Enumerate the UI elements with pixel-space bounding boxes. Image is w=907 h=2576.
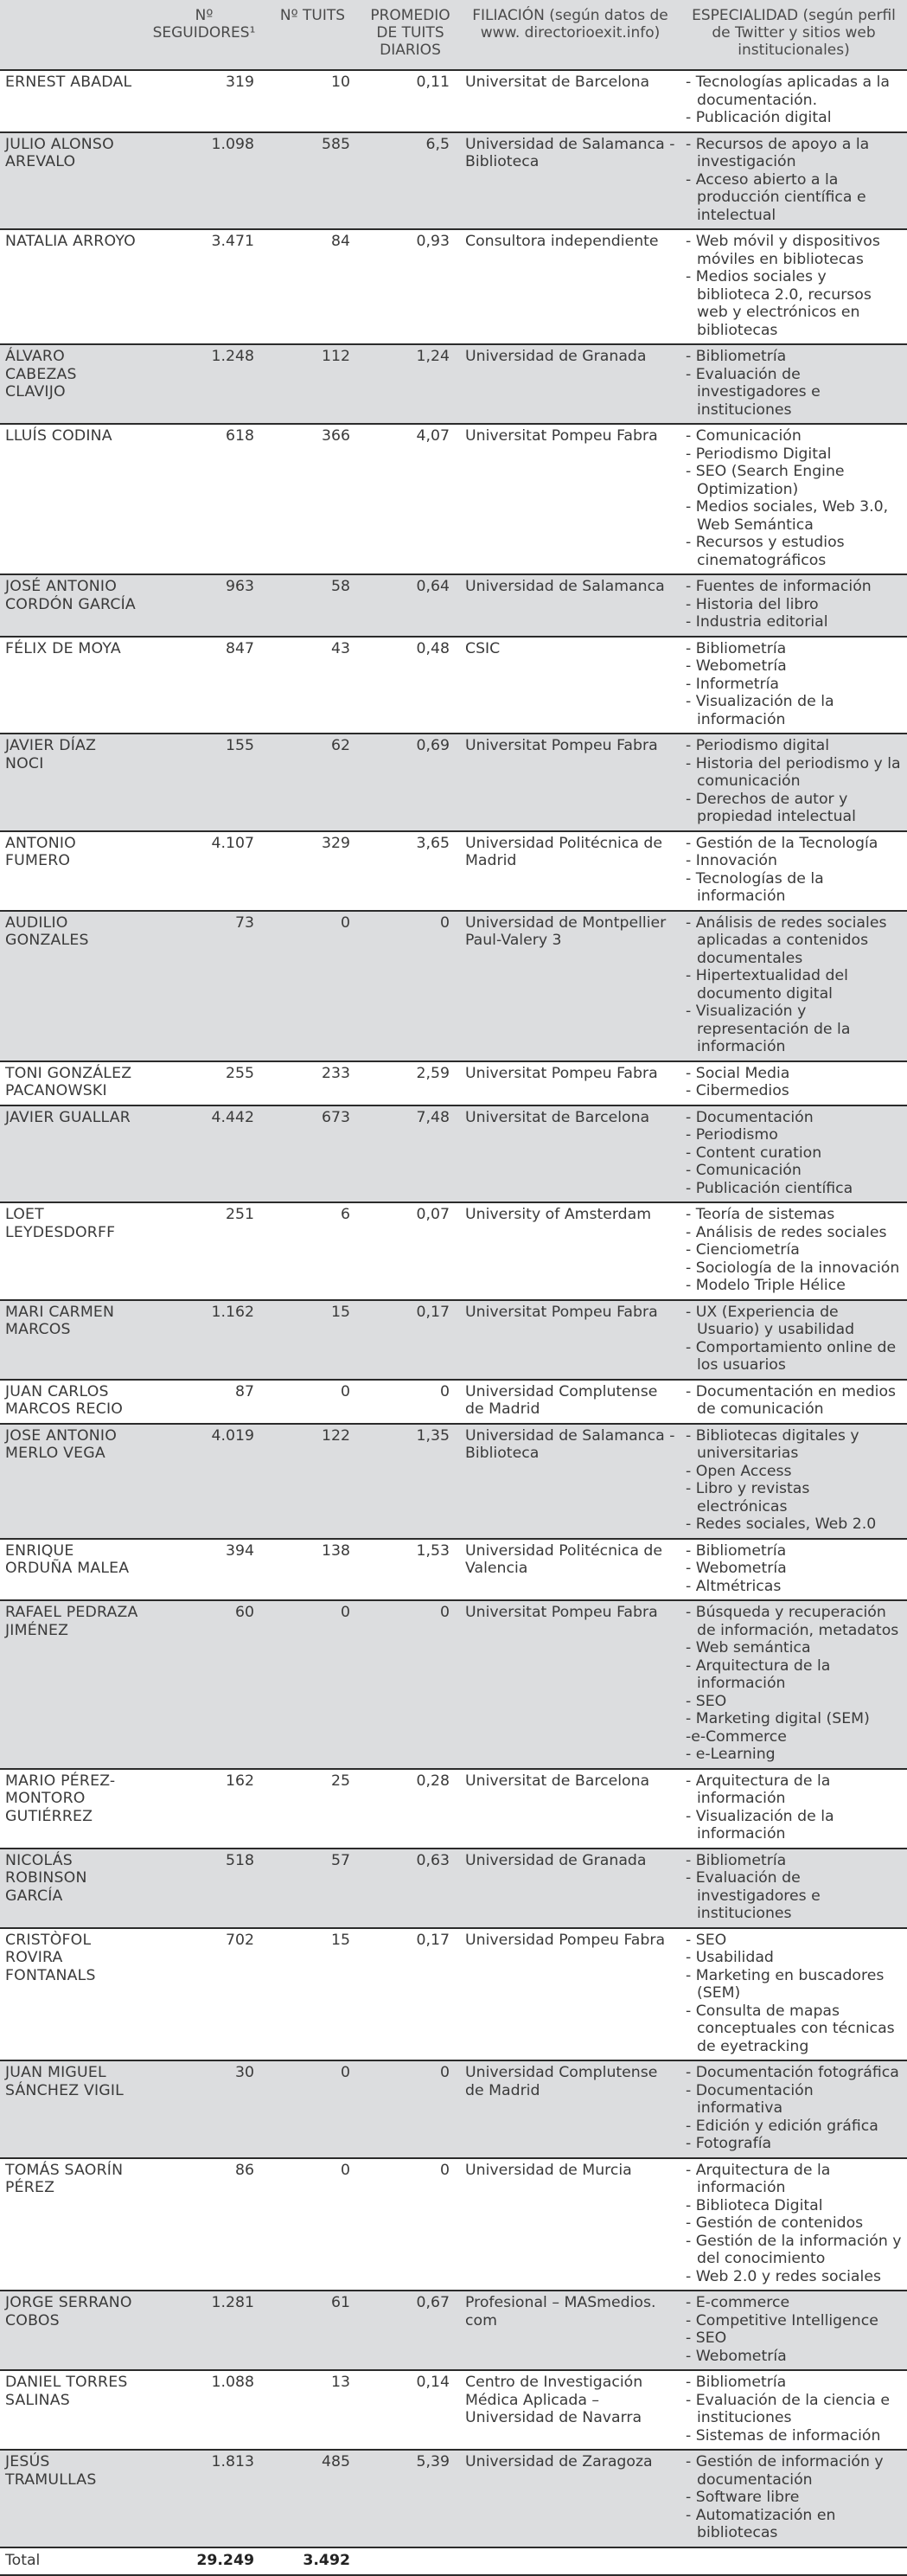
cell-especialidad bbox=[680, 2450, 907, 2547]
cell-promedio: 0 bbox=[361, 2060, 460, 2158]
cell-seguidores: 86 bbox=[144, 2158, 265, 2291]
cell-filiacion: CSIC bbox=[460, 637, 680, 734]
total-seguidores: 29.249 bbox=[144, 2547, 265, 2576]
especialidad-item: - Arquitectura de la información bbox=[686, 1656, 831, 1692]
cell-promedio: 0,07 bbox=[361, 1202, 460, 1300]
cell-promedio: 0,28 bbox=[361, 1769, 460, 1849]
cell-name: TONI GONZÁLEZ PACANOWSKI bbox=[0, 1061, 144, 1105]
cell-promedio: 7,48 bbox=[361, 1105, 460, 1203]
cell-filiacion: Profesional – MASmedios. com bbox=[460, 2291, 680, 2370]
cell-seguidores: 255 bbox=[144, 1061, 265, 1105]
cell-promedio: 0,63 bbox=[361, 1849, 460, 1928]
cell-especialidad bbox=[680, 1928, 907, 2061]
cell-especialidad bbox=[680, 734, 907, 831]
cell-promedio: 0,17 bbox=[361, 1300, 460, 1380]
especialidad-item: - Competitive Intelligence bbox=[686, 2311, 878, 2329]
cell-name: JAVIER DÍAZ NOCI bbox=[0, 734, 144, 831]
table-body bbox=[0, 70, 907, 2547]
especialidad-item: - Periodismo bbox=[686, 1126, 778, 1144]
especialidad-item: - Marketing en buscadores (SEM) bbox=[686, 1966, 885, 2002]
table-row bbox=[0, 1061, 907, 1105]
cell-tuits: 0 bbox=[265, 2158, 361, 2291]
cell-filiacion: Universidad Pompeu Fabra bbox=[460, 1928, 680, 2061]
cell-especialidad bbox=[680, 70, 907, 132]
especialidad-item: -e-Commerce bbox=[686, 1727, 787, 1746]
cell-seguidores: 847 bbox=[144, 637, 265, 734]
especialidad-item: - Visualización de la información bbox=[686, 693, 834, 728]
header-tuits: Nº TUITS bbox=[265, 0, 361, 70]
cell-seguidores: 1.162 bbox=[144, 1300, 265, 1380]
header-row bbox=[0, 0, 907, 70]
especialidad-item: - Cienciometría bbox=[686, 1241, 800, 1259]
especialidad-item: - Evaluación de investigadores e instituciones bbox=[686, 365, 821, 419]
cell-especialidad bbox=[680, 2291, 907, 2370]
especialidad-item: - Bibliotecas digitales y universitarias bbox=[686, 1426, 859, 1462]
table-row bbox=[0, 2060, 907, 2158]
cell-seguidores: 87 bbox=[144, 1380, 265, 1424]
especialidad-item: - Análisis de redes sociales aplicadas a contenidos documentales bbox=[686, 913, 887, 967]
especialidad-item: - e-Learning bbox=[686, 1746, 776, 1763]
especialidad-item: - SEO bbox=[686, 1692, 727, 1710]
cell-filiacion: Universidad de Granada bbox=[460, 1849, 680, 1928]
cell-name: RAFAEL PEDRAZA JIMÉNEZ bbox=[0, 1600, 144, 1769]
cell-filiacion: Universitat Pompeu Fabra bbox=[460, 1600, 680, 1769]
cell-seguidores: 702 bbox=[144, 1928, 265, 2061]
cell-name: JORGE SERRANO COBOS bbox=[0, 2291, 144, 2370]
header-promedio: PROMEDIO DE TUITS DIARIOS bbox=[361, 0, 460, 70]
cell-filiacion: Centro de Investigación Médica Aplicada – Universidad de Navarra bbox=[460, 2370, 680, 2450]
cell-especialidad bbox=[680, 344, 907, 424]
cell-filiacion: Universitat Pompeu Fabra bbox=[460, 1061, 680, 1105]
especialidad-item: - Software libre bbox=[686, 2489, 800, 2506]
cell-name: JOSÉ ANTONIO CORDÓN GARCÍA bbox=[0, 574, 144, 637]
especialidad-item: - Informetría bbox=[686, 675, 779, 693]
cell-promedio: 1,24 bbox=[361, 344, 460, 424]
especialidad-item: - Gestión de contenidos bbox=[686, 2214, 864, 2232]
especialidad-item: - Gestión de la Tecnología bbox=[686, 834, 878, 852]
cell-tuits: 0 bbox=[265, 911, 361, 1061]
cell-tuits: 122 bbox=[265, 1424, 361, 1539]
table-row bbox=[0, 911, 907, 1061]
cell-seguidores: 155 bbox=[144, 734, 265, 831]
cell-promedio: 0,48 bbox=[361, 637, 460, 734]
cell-filiacion: Universitat Pompeu Fabra bbox=[460, 1300, 680, 1380]
cell-especialidad bbox=[680, 1600, 907, 1769]
especialidad-item: - UX (Experiencia de Usuario) y usabilidad bbox=[686, 1303, 855, 1338]
cell-filiacion: Universidad de Salamanca bbox=[460, 574, 680, 637]
cell-promedio: 5,39 bbox=[361, 2450, 460, 2547]
table-row bbox=[0, 1849, 907, 1928]
especialidad-item: - E-commerce bbox=[686, 2294, 790, 2311]
table-row bbox=[0, 2158, 907, 2291]
especialidad-item: - Web semántica bbox=[686, 1639, 811, 1656]
cell-seguidores: 4.442 bbox=[144, 1105, 265, 1203]
table-row bbox=[0, 1928, 907, 2061]
cell-filiacion: Universidad Politécnica de Madrid bbox=[460, 831, 680, 911]
cell-seguidores: 394 bbox=[144, 1539, 265, 1601]
cell-name: CRISTÒFOL ROVIRA FONTANALS bbox=[0, 1928, 144, 2061]
cell-name: MARI CARMEN MARCOS bbox=[0, 1300, 144, 1380]
cell-tuits: 485 bbox=[265, 2450, 361, 2547]
cell-especialidad bbox=[680, 1061, 907, 1105]
cell-especialidad bbox=[680, 1849, 907, 1928]
table-row bbox=[0, 1424, 907, 1539]
cell-seguidores: 1.098 bbox=[144, 132, 265, 230]
especialidad-item: - Teoría de sistemas bbox=[686, 1206, 835, 1223]
header-filiacion: FILIACIÓN (según datos de www. directorioexit.info) bbox=[460, 0, 680, 70]
cell-name: ANTONIO FUMERO bbox=[0, 831, 144, 911]
cell-especialidad bbox=[680, 911, 907, 1061]
especialidad-item: - Arquitectura de la información bbox=[686, 2161, 831, 2196]
total-empty-especialidad bbox=[680, 2547, 907, 2576]
cell-tuits: 138 bbox=[265, 1539, 361, 1601]
cell-filiacion: Universidad Politécnica de Valencia bbox=[460, 1539, 680, 1601]
cell-name: LLUÍS CODINA bbox=[0, 424, 144, 574]
cell-name: NATALIA ARROYO bbox=[0, 229, 144, 344]
cell-seguidores: 1.281 bbox=[144, 2291, 265, 2370]
especialidad-item: - Comunicación bbox=[686, 1162, 802, 1179]
cell-especialidad bbox=[680, 1105, 907, 1203]
cell-promedio: 2,59 bbox=[361, 1061, 460, 1105]
cell-especialidad bbox=[680, 2060, 907, 2158]
cell-filiacion: Universitat de Barcelona bbox=[460, 1105, 680, 1203]
cell-name: AUDILIO GONZALES bbox=[0, 911, 144, 1061]
especialidad-item: - Recursos y estudios cinematográficos bbox=[686, 534, 845, 569]
cell-tuits: 233 bbox=[265, 1061, 361, 1105]
especialidad-item: - Historia del libro bbox=[686, 595, 819, 613]
especialidad-item: - Arquitectura de la información bbox=[686, 1772, 831, 1807]
cell-tuits: 15 bbox=[265, 1300, 361, 1380]
table-row bbox=[0, 1300, 907, 1380]
cell-filiacion: Universitat Pompeu Fabra bbox=[460, 734, 680, 831]
especialidad-item: - Open Access bbox=[686, 1462, 792, 1480]
especialidad-item: - Comportamiento online de los usuarios bbox=[686, 1338, 897, 1374]
especialidad-item: - Cibermedios bbox=[686, 1082, 789, 1099]
cell-promedio: 0,17 bbox=[361, 1928, 460, 2061]
cell-filiacion: Universidad de Montpellier Paul-Valery 3 bbox=[460, 911, 680, 1061]
especialidad-item: - Hipertextualidad del documento digital bbox=[686, 967, 848, 1003]
cell-promedio: 0,67 bbox=[361, 2291, 460, 2370]
table-row bbox=[0, 229, 907, 344]
cell-promedio: 0,93 bbox=[361, 229, 460, 344]
cell-tuits: 366 bbox=[265, 424, 361, 574]
cell-promedio: 0,64 bbox=[361, 574, 460, 637]
especialidad-item: - Bibliometría bbox=[686, 348, 787, 365]
especialidad-item: - Altmétricas bbox=[686, 1577, 782, 1595]
cell-filiacion: Universidad de Granada bbox=[460, 344, 680, 424]
cell-tuits: 0 bbox=[265, 2060, 361, 2158]
cell-seguidores: 518 bbox=[144, 1849, 265, 1928]
cell-name: LOET LEYDESDORFF bbox=[0, 1202, 144, 1300]
cell-filiacion: Universidad de Salamanca - Biblioteca bbox=[460, 132, 680, 230]
especialidad-item: - Acceso abierto a la producción científica e intelectual bbox=[686, 170, 866, 224]
cell-seguidores: 4.019 bbox=[144, 1424, 265, 1539]
especialidad-item: - Medios sociales, Web 3.0, Web Semántica bbox=[686, 498, 889, 534]
cell-especialidad bbox=[680, 132, 907, 230]
cell-tuits: 112 bbox=[265, 344, 361, 424]
cell-filiacion: University of Amsterdam bbox=[460, 1202, 680, 1300]
cell-especialidad bbox=[680, 831, 907, 911]
cell-especialidad bbox=[680, 1769, 907, 1849]
especialidad-item: - Medios sociales y biblioteca 2.0, recursos web y electrónicos en bibliotecas bbox=[686, 268, 872, 339]
cell-filiacion: Universidad de Zaragoza bbox=[460, 2450, 680, 2547]
cell-promedio: 1,53 bbox=[361, 1539, 460, 1601]
cell-promedio: 3,65 bbox=[361, 831, 460, 911]
header-seguidores: Nº SEGUIDORES¹ bbox=[144, 0, 265, 70]
especialidad-item: - Documentación en medios de comunicación bbox=[686, 1382, 897, 1418]
cell-name: JAVIER GUALLAR bbox=[0, 1105, 144, 1203]
cell-name: ENRIQUE ORDUÑA MALEA bbox=[0, 1539, 144, 1601]
table-row bbox=[0, 2450, 907, 2547]
header-especialidad: ESPECIALIDAD (según perfil de Twitter y sitios web institucionales) bbox=[680, 0, 907, 70]
cell-especialidad bbox=[680, 637, 907, 734]
cell-especialidad bbox=[680, 1539, 907, 1601]
especialidad-item: - Publicación digital bbox=[686, 109, 832, 126]
especialidad-item: - Webometría bbox=[686, 2347, 787, 2365]
especialidad-item: - Industria editorial bbox=[686, 613, 828, 631]
especialidad-item: - Social Media bbox=[686, 1064, 790, 1082]
especialidad-item: - Sistemas de información bbox=[686, 2426, 881, 2445]
cell-tuits: 43 bbox=[265, 637, 361, 734]
cell-seguidores: 251 bbox=[144, 1202, 265, 1300]
cell-name: ERNEST ABADAL bbox=[0, 70, 144, 132]
especialidad-item: - Automatización en bibliotecas bbox=[686, 2506, 836, 2541]
especialidad-item: - SEO bbox=[686, 2329, 727, 2347]
especialidad-item: - Content curation bbox=[686, 1144, 822, 1162]
especialidad-item: - Modelo Triple Hélice bbox=[686, 1277, 846, 1294]
cell-promedio: 0,11 bbox=[361, 70, 460, 132]
especialidad-item: - Evaluación de la ciencia e instituciones bbox=[686, 2391, 891, 2426]
table-row bbox=[0, 1380, 907, 1424]
cell-tuits: 0 bbox=[265, 1380, 361, 1424]
especialidad-item: - Sociología de la innovación bbox=[686, 1259, 900, 1277]
especialidad-item: - Fuentes de información bbox=[686, 578, 872, 595]
especialidad-item: - Publicación científica bbox=[686, 1179, 853, 1197]
total-tuits: 3.492 bbox=[265, 2547, 361, 2576]
total-empty-promedio bbox=[361, 2547, 460, 2576]
cell-seguidores: 1.248 bbox=[144, 344, 265, 424]
cell-tuits: 61 bbox=[265, 2291, 361, 2370]
total-row bbox=[0, 2547, 907, 2576]
cell-seguidores: 963 bbox=[144, 574, 265, 637]
cell-tuits: 329 bbox=[265, 831, 361, 911]
especialidad-item: - Visualización y representación de la información bbox=[686, 1003, 851, 1055]
cell-especialidad bbox=[680, 574, 907, 637]
table-row bbox=[0, 344, 907, 424]
cell-name: TOMÁS SAORÍN PÉREZ bbox=[0, 2158, 144, 2291]
cell-tuits: 673 bbox=[265, 1105, 361, 1203]
especialidad-item: - Búsqueda y recuperación de información, metadatos bbox=[686, 1604, 899, 1639]
especialidad-item: - Visualización de la información bbox=[686, 1807, 834, 1842]
cell-name: JUAN MIGUEL SÁNCHEZ VIGIL bbox=[0, 2060, 144, 2158]
cell-tuits: 62 bbox=[265, 734, 361, 831]
especialidad-item: - SEO (Search Engine Optimization) bbox=[686, 463, 845, 498]
cell-promedio: 0 bbox=[361, 1380, 460, 1424]
cell-promedio: 0 bbox=[361, 2158, 460, 2291]
table-row bbox=[0, 1202, 907, 1300]
cell-promedio: 4,07 bbox=[361, 424, 460, 574]
especialidad-item: - Consulta de mapas conceptuales con técnicas de eyetracking bbox=[686, 2002, 895, 2055]
cell-tuits: 58 bbox=[265, 574, 361, 637]
table-row bbox=[0, 1600, 907, 1769]
especialidad-item: - Tecnologías aplicadas a la documentación. bbox=[686, 74, 891, 109]
cell-name: MARIO PÉREZ-MONTORO GUTIÉRREZ bbox=[0, 1769, 144, 1849]
cell-promedio: 0,69 bbox=[361, 734, 460, 831]
cell-tuits: 13 bbox=[265, 2370, 361, 2450]
total-label: Total bbox=[0, 2547, 144, 2576]
cell-seguidores: 1.088 bbox=[144, 2370, 265, 2450]
table-row bbox=[0, 1539, 907, 1601]
cell-filiacion: Universidad de Murcia bbox=[460, 2158, 680, 2291]
especialidad-item: - Evaluación de investigadores e instituciones bbox=[686, 1869, 821, 1922]
especialidad-item: - Recursos de apoyo a la investigación bbox=[686, 135, 870, 170]
cell-name: NICOLÁS ROBINSON GARCÍA bbox=[0, 1849, 144, 1928]
cell-filiacion: Universidad de Salamanca - Biblioteca bbox=[460, 1424, 680, 1539]
cell-especialidad bbox=[680, 1380, 907, 1424]
table-row bbox=[0, 1105, 907, 1203]
especialidad-item: - Análisis de redes sociales bbox=[686, 1223, 887, 1241]
especialidad-item: - Web móvil y dispositivos móviles en bibliotecas bbox=[686, 233, 880, 268]
especialidad-item: - Webometría bbox=[686, 1560, 787, 1577]
cell-especialidad bbox=[680, 424, 907, 574]
table-row bbox=[0, 1769, 907, 1849]
especialidad-item: - Webometría bbox=[686, 657, 787, 675]
cell-seguidores: 3.471 bbox=[144, 229, 265, 344]
cell-seguidores: 60 bbox=[144, 1600, 265, 1769]
cell-name: JUAN CARLOS MARCOS RECIO bbox=[0, 1380, 144, 1424]
cell-especialidad bbox=[680, 1202, 907, 1300]
cell-promedio: 0,14 bbox=[361, 2370, 460, 2450]
cell-name: JOSE ANTONIO MERLO VEGA bbox=[0, 1424, 144, 1539]
cell-tuits: 0 bbox=[265, 1600, 361, 1769]
cell-promedio: 0 bbox=[361, 1600, 460, 1769]
cell-filiacion: Universidad Complutense de Madrid bbox=[460, 2060, 680, 2158]
total-empty-filiacion bbox=[460, 2547, 680, 2576]
especialidad-item: - Bibliometría bbox=[686, 639, 787, 657]
cell-seguidores: 30 bbox=[144, 2060, 265, 2158]
especialidad-item: - Biblioteca Digital bbox=[686, 2196, 823, 2214]
table-row bbox=[0, 574, 907, 637]
header-name bbox=[0, 0, 144, 70]
cell-filiacion: Universidad Complutense de Madrid bbox=[460, 1380, 680, 1424]
especialidad-item: - Redes sociales, Web 2.0 bbox=[686, 1515, 877, 1533]
cell-seguidores: 162 bbox=[144, 1769, 265, 1849]
cell-tuits: 585 bbox=[265, 132, 361, 230]
cell-name: FÉLIX DE MOYA bbox=[0, 637, 144, 734]
cell-especialidad bbox=[680, 1300, 907, 1380]
especialidad-item: - Derechos de autor y propiedad intelectual bbox=[686, 790, 856, 825]
especialidad-item: - Documentación fotográfica bbox=[686, 2064, 899, 2081]
table-row bbox=[0, 2291, 907, 2370]
especialidad-item: - Periodismo Digital bbox=[686, 445, 832, 463]
cell-filiacion: Universitat Pompeu Fabra bbox=[460, 424, 680, 574]
especialidad-item: - Usabilidad bbox=[686, 1949, 774, 1966]
especialidad-item: - Documentación bbox=[686, 1108, 814, 1126]
cell-promedio: 1,35 bbox=[361, 1424, 460, 1539]
cell-filiacion: Universitat de Barcelona bbox=[460, 70, 680, 132]
table-row bbox=[0, 424, 907, 574]
cell-seguidores: 618 bbox=[144, 424, 265, 574]
cell-tuits: 57 bbox=[265, 1849, 361, 1928]
cell-tuits: 6 bbox=[265, 1202, 361, 1300]
cell-especialidad bbox=[680, 229, 907, 344]
cell-promedio: 0 bbox=[361, 911, 460, 1061]
cell-promedio: 6,5 bbox=[361, 132, 460, 230]
table-row bbox=[0, 637, 907, 734]
especialidad-item: - Marketing digital (SEM) bbox=[686, 1710, 870, 1727]
table-row bbox=[0, 132, 907, 230]
cell-tuits: 25 bbox=[265, 1769, 361, 1849]
cell-filiacion: Consultora independiente bbox=[460, 229, 680, 344]
cell-seguidores: 319 bbox=[144, 70, 265, 132]
table-row bbox=[0, 2370, 907, 2450]
especialidad-item: - Bibliometría bbox=[686, 1541, 787, 1560]
cell-seguidores: 73 bbox=[144, 911, 265, 1061]
especialidad-item: - Bibliometría bbox=[686, 2374, 787, 2391]
especialidad-item: - Comunicación bbox=[686, 427, 802, 445]
especialidad-item: - Documentación informativa bbox=[686, 2081, 814, 2117]
especialidad-item: - Bibliometría bbox=[686, 1851, 787, 1869]
cell-especialidad bbox=[680, 1424, 907, 1539]
cell-name: JESÚS TRAMULLAS bbox=[0, 2450, 144, 2547]
cell-seguidores: 1.813 bbox=[144, 2450, 265, 2547]
table-row bbox=[0, 70, 907, 132]
especialidad-item: - Innovación bbox=[686, 852, 777, 869]
cell-tuits: 10 bbox=[265, 70, 361, 132]
cell-tuits: 15 bbox=[265, 1928, 361, 2061]
especialidad-item: - Libro y revistas electrónicas bbox=[686, 1480, 810, 1515]
especialidad-item: - SEO bbox=[686, 1931, 727, 1949]
cell-name: JULIO ALONSO AREVALO bbox=[0, 132, 144, 230]
especialidad-item: - Gestión de la información y del conocimiento bbox=[686, 2232, 902, 2267]
especialidad-item: - Tecnologías de la información bbox=[686, 869, 824, 905]
especialidad-item: - Gestión de información y documentación bbox=[686, 2453, 884, 2489]
especialidad-item: - Periodismo digital bbox=[686, 737, 830, 754]
cell-especialidad bbox=[680, 2370, 907, 2450]
especialidad-item: - Fotografía bbox=[686, 2135, 772, 2152]
cell-especialidad bbox=[680, 2158, 907, 2291]
table-row bbox=[0, 734, 907, 831]
cell-filiacion: Universitat de Barcelona bbox=[460, 1769, 680, 1849]
cell-tuits: 84 bbox=[265, 229, 361, 344]
especialidad-item: - Historia del periodismo y la comunicación bbox=[686, 754, 901, 790]
cell-name: DANIEL TORRES SALINAS bbox=[0, 2370, 144, 2450]
cell-name: ÁLVARO CABEZAS CLAVIJO bbox=[0, 344, 144, 424]
table-row bbox=[0, 831, 907, 911]
especialidad-item: - Web 2.0 y redes sociales bbox=[686, 2267, 881, 2285]
especialidad-item: - Edición y edición gráfica bbox=[686, 2117, 878, 2135]
cell-seguidores: 4.107 bbox=[144, 831, 265, 911]
